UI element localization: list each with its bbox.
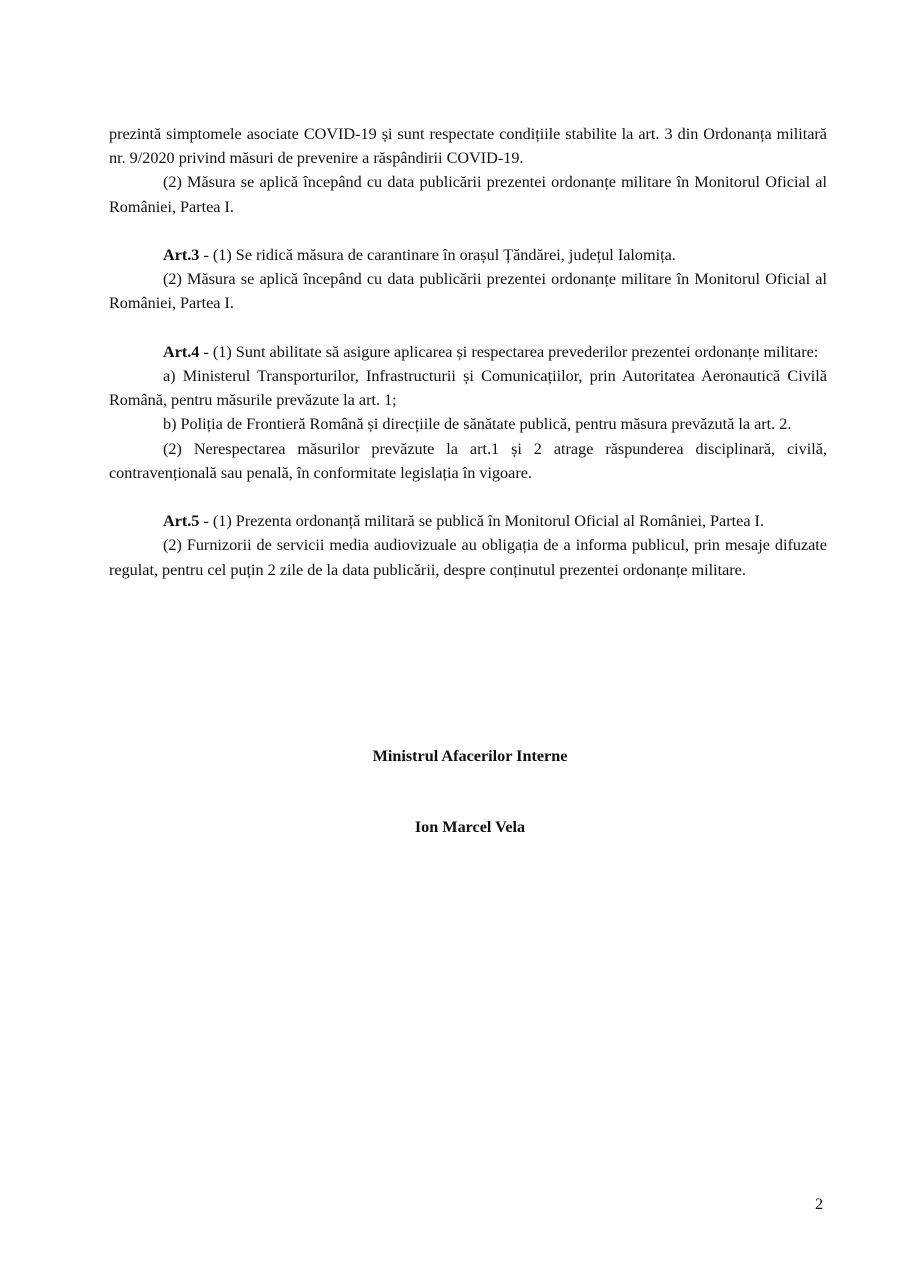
paragraph-gap: [109, 219, 827, 243]
paragraph-art4-2: (2) Nerespectarea măsurilor prevăzute la art.1 și 2 atrage răspunderea disciplinară, civilă, contravențională sau penală, în conformitate legislația în vigoare.: [109, 439, 827, 482]
paragraph-gap: [109, 316, 827, 340]
paragraph-art4-b: b) Poliția de Frontieră Română și direcțiile de sănătate publică, pentru măsura prevăzută la art. 2.: [163, 415, 792, 434]
article-text-art3: - (1) Se ridică măsura de carantinare în orașul Țăndărei, județul Ialomița.: [199, 246, 676, 264]
paragraph-art3-1: [109, 243, 827, 267]
article-label-art5: Art.5: [163, 512, 200, 531]
paragraph-art4-1: [109, 340, 827, 364]
signature-name: Ion Marcel Vela: [414, 818, 526, 836]
paragraph-art5-1: [109, 509, 827, 533]
paragraph-art2-2: (2) Măsura se aplică începând cu data publicării prezentei ordonanțe militare în Monitorul Oficial al României, Partea I.: [109, 173, 827, 216]
article-text-art5: - (1) Prezenta ordonanță militară se publică în Monitorul Oficial al României, Partea I.: [199, 512, 764, 531]
paragraph-gap: [109, 485, 827, 509]
article-label-art3: Art.3: [163, 246, 200, 264]
paragraph-art5-2: (2) Furnizorii de servicii media audiovizuale au obligația de a informa publicul, prin mesaje difuzate regulat, pentru cel puțin 2 zile de la data publicării, despre conținutul prezentei ordonanțe militare.: [109, 536, 827, 579]
document-body: [109, 122, 827, 582]
signature-title: Ministrul Afacerilor Interne: [372, 747, 568, 765]
paragraph-continuation: prezintă simptomele asociate COVID-19 și sunt respectate condițiile stabilite la art. 3 din Ordonanța militară nr. 9/2020 privind măsuri de prevenire a răspândirii COVID-19.: [109, 125, 827, 168]
paragraph-art4-a: a) Ministerul Transporturilor, Infrastructurii și Comunicațiilor, prin Autoritatea Aeronautică Civilă Română, pentru măsurile prevăzute la art. 1;: [109, 367, 827, 410]
article-text-art4: - (1) Sunt abilitate să asigure aplicarea și respectarea prevederilor prezentei ordonanțe militare:: [199, 342, 819, 361]
article-label-art4: Art.4: [163, 342, 200, 361]
page-number: 2: [815, 1195, 824, 1213]
paragraph-art3-2: (2) Măsura se aplică începând cu data publicării prezentei ordonanțe militare în Monitorul Oficial al României, Partea I.: [109, 270, 827, 313]
